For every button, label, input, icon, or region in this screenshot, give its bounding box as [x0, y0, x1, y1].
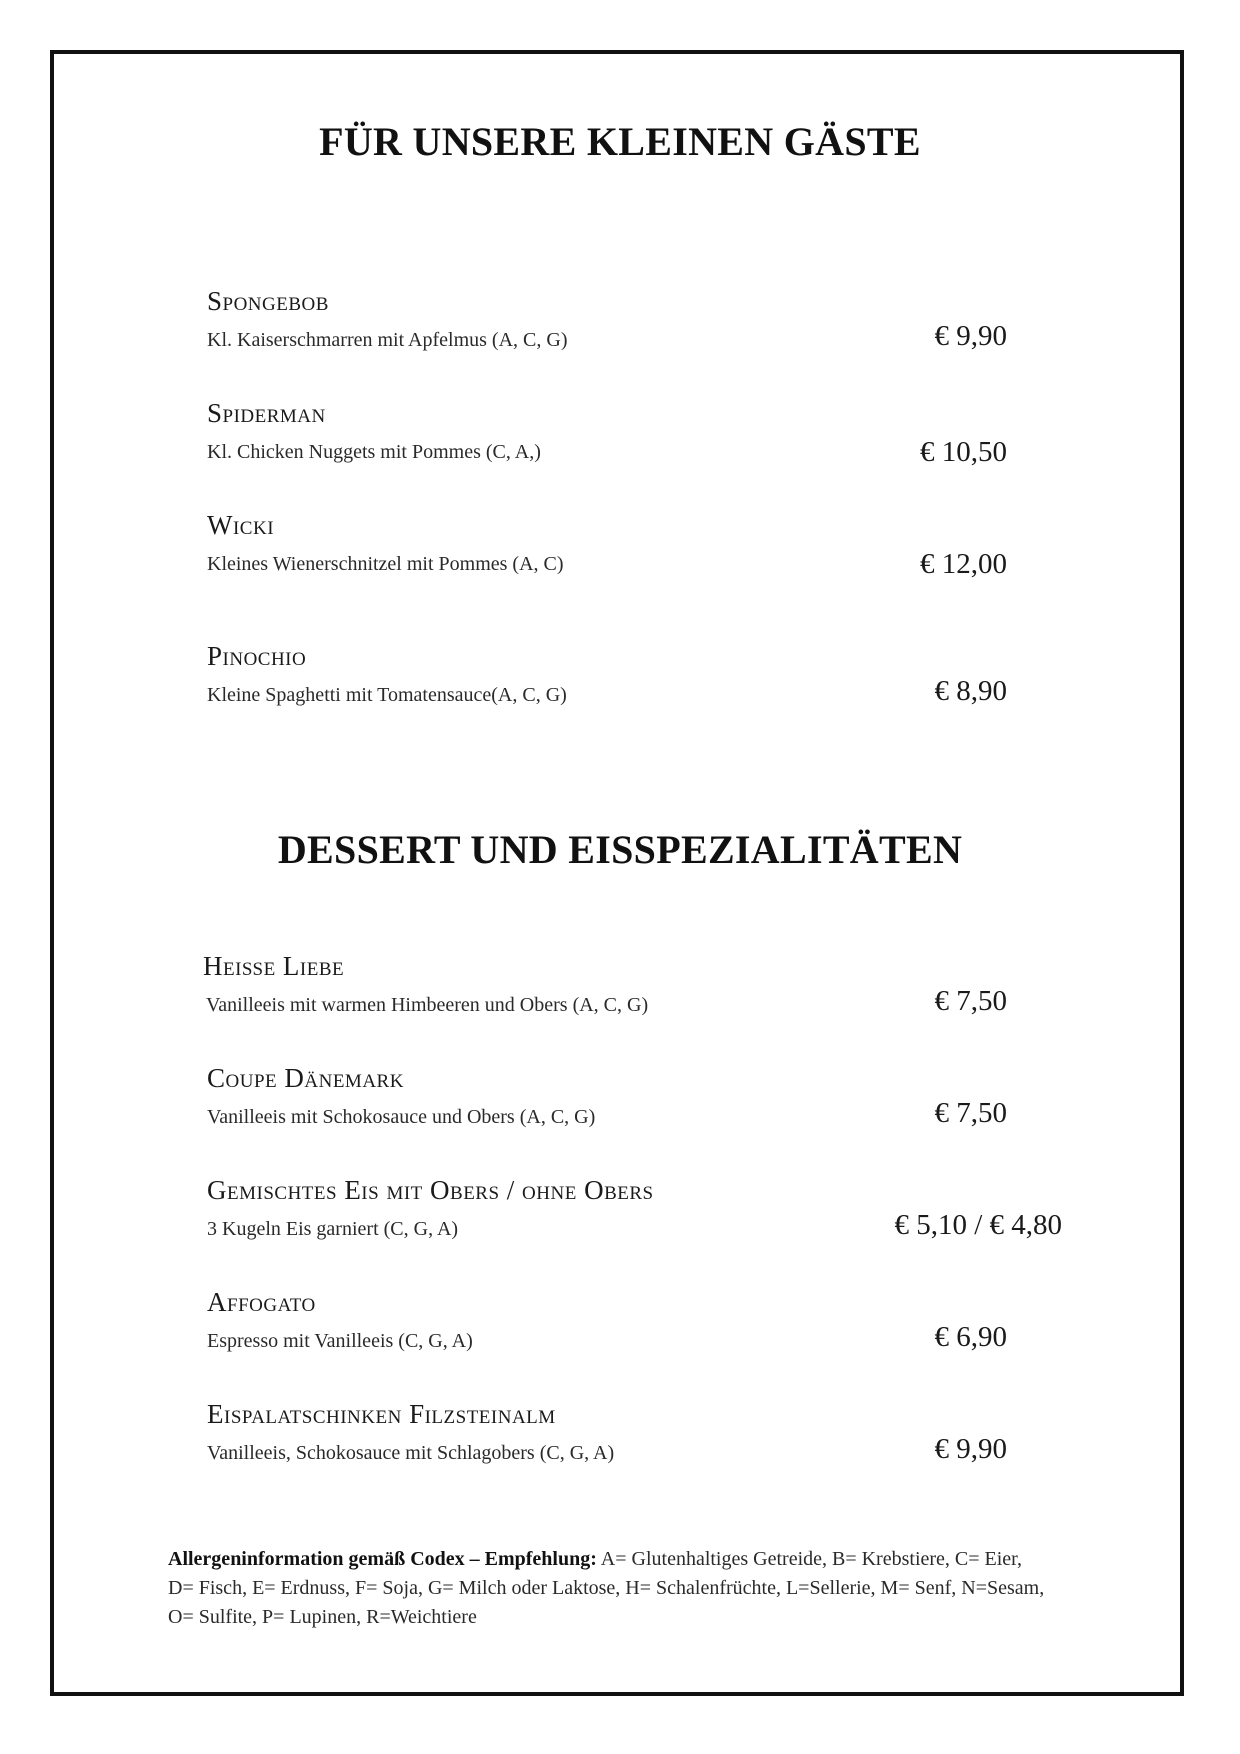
section-title-desserts: DESSERT UND EISSPEZIALITÄTEN — [277, 827, 963, 872]
item-description: Kleine Spaghetti mit Tomatensauce(A, C, G) — [207, 684, 567, 706]
item-price: € 7,50 — [934, 985, 1007, 1017]
section-title-kids-menu: FÜR UNSERE KLEINEN GÄSTE — [319, 119, 921, 164]
item-name: Eispalatschinken Filzsteinalm — [207, 1399, 556, 1429]
menu-item-affogato — [207, 1289, 1007, 1369]
item-name: Affogato — [207, 1287, 316, 1317]
menu-item-pinochio — [207, 643, 1007, 723]
item-name: Spongebob — [207, 286, 329, 316]
item-name: Gemischtes Eis mit Obers / ohne Obers — [207, 1175, 654, 1205]
menu-item-eispalatschinken — [207, 1401, 1007, 1481]
item-price: € 12,00 — [920, 548, 1007, 580]
menu-item-gemischtes-eis — [207, 1175, 1062, 1257]
menu-item-wicki — [207, 512, 1007, 592]
allergen-label: Allergeninformation gemäß Codex – Empfehlung: — [168, 1548, 597, 1570]
menu-item-spiderman — [207, 400, 1007, 480]
item-price: € 6,90 — [934, 1321, 1007, 1353]
allergen-information — [168, 1545, 1048, 1632]
item-description: Espresso mit Vanilleeis (C, G, A) — [207, 1330, 473, 1352]
menu-item-coupe-daenemark — [207, 1065, 1007, 1145]
item-name: Pinochio — [207, 641, 307, 671]
item-name: Wicki — [207, 510, 275, 540]
item-name: Spiderman — [207, 398, 326, 428]
item-price: € 9,90 — [934, 320, 1007, 352]
item-description: 3 Kugeln Eis garniert (C, G, A) — [207, 1218, 459, 1240]
menu-item-heisse-liebe — [203, 951, 1007, 1033]
item-description: Vanilleeis mit Schokosauce und Obers (A, C, G) — [207, 1106, 596, 1128]
item-price: € 5,10 / € 4,80 — [894, 1209, 1062, 1241]
item-description: Vanilleeis, Schokosauce mit Schlagobers (C, G, A) — [207, 1442, 615, 1464]
item-price: € 9,90 — [934, 1433, 1007, 1465]
item-description: Kl. Chicken Nuggets mit Pommes (C, A,) — [207, 441, 541, 463]
item-description: Kleines Wienerschnitzel mit Pommes (A, C) — [207, 553, 564, 575]
item-name: Coupe Dänemark — [207, 1063, 404, 1093]
menu-item-spongebob — [207, 288, 1007, 368]
item-description: Vanilleeis mit warmen Himbeeren und Obers (A, C, G) — [206, 994, 649, 1016]
item-price: € 10,50 — [920, 436, 1007, 468]
item-description: Kl. Kaiserschmarren mit Apfelmus (A, C, G) — [207, 329, 568, 351]
item-price: € 8,90 — [934, 675, 1007, 707]
item-name: Heiße Liebe — [203, 951, 345, 981]
allergen-text: A= Glutenhaltiges Getreide, B= Krebstiere, C= Eier, D= Fisch, E= Erdnuss, F= Soja, G= Milch oder Laktose, H= Schalenfrüchte, L=Sellerie, M= Senf, N=Sesam, O= Sulfite, P= Lupinen, R=Weichtiere — [168, 1548, 1045, 1628]
item-price: € 7,50 — [934, 1097, 1007, 1129]
